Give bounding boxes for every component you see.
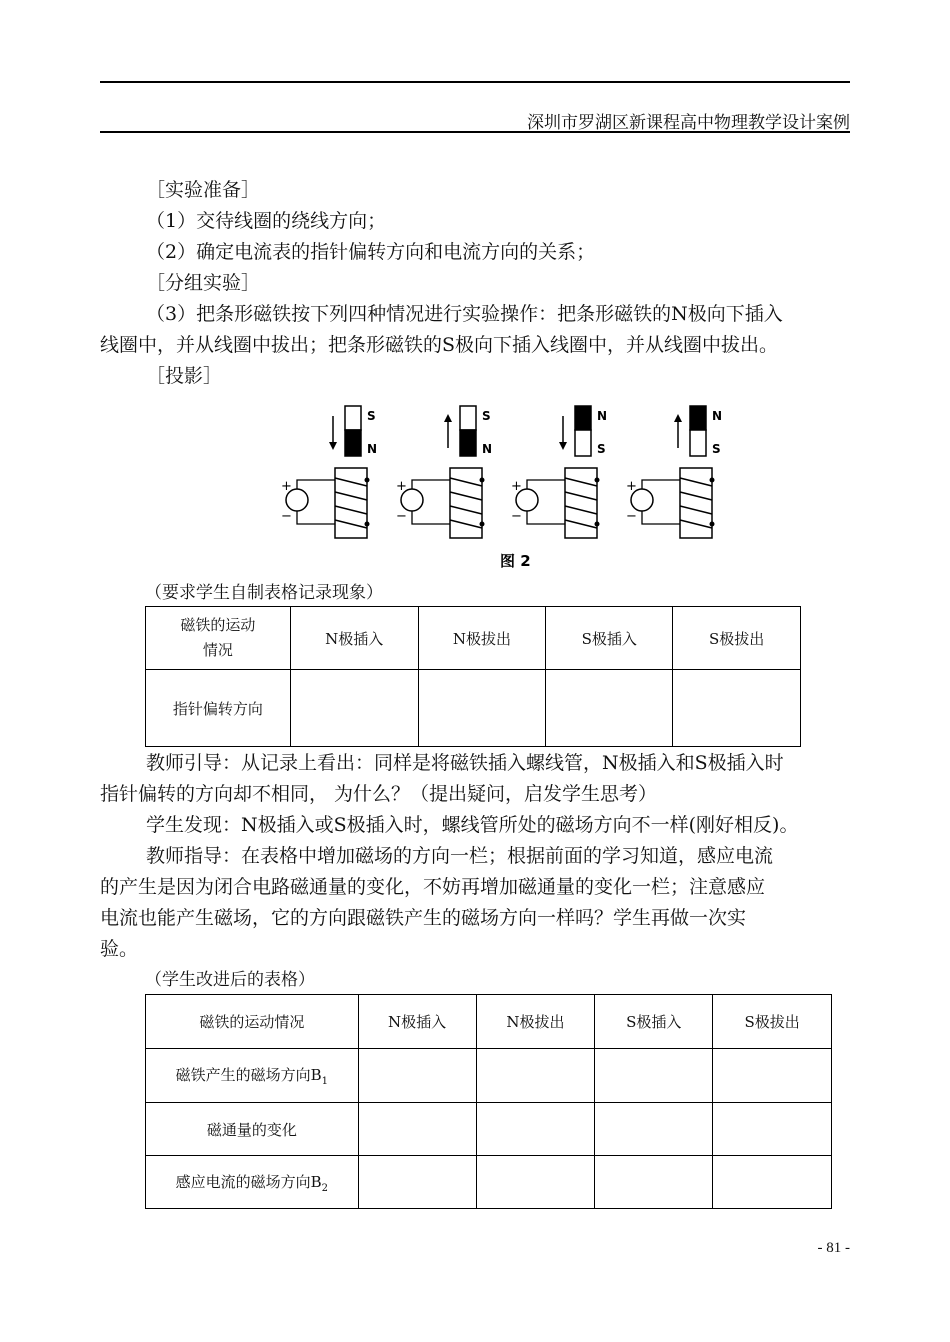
circuit-wire [642,480,680,489]
magnet-top-half [460,406,476,430]
paragraph-step-2: （2）确定电流表的指针偏转方向和电流方向的关系； [146,241,596,263]
table1-column-header: S极插入 [546,607,673,670]
table1-column-header: N极插入 [290,607,418,670]
table2-note: （学生改进后的表格） [145,970,315,990]
table2-column-header: S极插入 [595,995,713,1049]
table2-empty-cell [713,1049,832,1103]
table2-empty-cell [713,1156,832,1209]
page-number: - 81 - [817,1240,850,1256]
paragraph-group-heading: ［分组实验］ [146,272,261,294]
table2-column-header: S极拔出 [713,995,832,1049]
minus-sign: − [281,509,292,524]
intro-section [100,175,850,392]
table2-empty-cell [358,1103,476,1156]
terminal-dot [710,478,715,483]
observation-table [145,606,801,747]
terminal-dot [710,522,715,527]
circuit-wire [297,480,335,489]
header-top-rule [100,81,850,83]
table2-empty-cell [595,1103,713,1156]
magnet-pole-label: N [367,442,378,456]
magnet-top-half [345,406,361,430]
header-bottom-rule [100,131,850,133]
magnet-pole-label: S [482,409,491,423]
paragraph-step-1: （1）交待线圈的绕线方向； [146,210,387,232]
table1-note: （要求学生自制表格记录现象） [145,583,383,603]
terminal-dot [365,522,370,527]
minus-sign: − [511,509,522,524]
row-label-subscript: 1 [321,1076,329,1087]
paragraph-teacher-guide-line1: 教师引导：从记录上看出：同样是将磁铁插入螺线管，N极插入和S极插入时 [146,752,784,774]
terminal-dot [595,478,600,483]
improved-table [145,994,832,1209]
plus-sign: + [626,479,637,494]
magnet-pole-label: N [482,442,493,456]
table1-column-header: N极拔出 [418,607,546,670]
minus-sign: − [626,509,637,524]
terminal-dot [480,522,485,527]
circuit-wire [642,511,680,524]
magnet-bottom-half [575,430,591,456]
arrow-up-icon [444,414,452,422]
figure-caption: 图 2 [500,552,531,570]
minus-sign: − [396,509,407,524]
circuit-wire [412,511,450,524]
magnet-pole-label: N [712,409,723,423]
paragraph-teacher-instruction-line4: 验。 [100,938,139,960]
paragraph-teacher-instruction-line1: 教师指导：在表格中增加磁场的方向一栏；根据前面的学习知道，感应电流 [146,845,774,867]
experiment-figure [275,398,735,578]
table2-row-label [146,1156,359,1209]
table1-row-label: 指针偏转方向 [146,670,291,747]
paragraph-step-3-line1: （3）把条形磁铁按下列四种情况进行实验操作：把条形磁铁的N极向下插入 [146,303,783,325]
arrow-down-icon [559,442,567,450]
table2-empty-cell [358,1156,476,1209]
magnet-bottom-half [460,430,476,456]
row-label-text: 感应电流的磁场方向B [175,1172,322,1191]
magnet-top-half [690,406,706,430]
table1-empty-cell [290,670,418,747]
table1-header-cell [146,607,291,670]
magnet-pole-label: N [597,409,608,423]
magnet-bottom-half [690,430,706,456]
row-label-text: 磁通量的变化 [206,1120,297,1139]
paragraph-prep-heading: ［实验准备］ [146,179,261,201]
terminal-dot [480,478,485,483]
row-label-subscript: 2 [321,1182,329,1194]
header-title: 深圳市罗湖区新课程高中物理教学设计案例 [527,113,850,133]
arrow-up-icon [674,414,682,422]
table1-empty-cell [546,670,673,747]
terminal-dot [365,478,370,483]
table2-empty-cell [713,1103,832,1156]
paragraph-teacher-instruction-line3: 电流也能产生磁场，它的方向跟磁铁产生的磁场方向一样吗？学生再做一次实 [100,907,747,929]
circuit-wire [412,480,450,489]
paragraph-step-3-line2: 线圈中，并从线圈中拔出；把条形磁铁的S极向下插入线圈中，并从线圈中拔出。 [100,334,779,356]
paragraph-student-finding: 学生发现：N极插入或S极插入时，螺线管所处的磁场方向不一样(刚好相反)。 [146,814,799,836]
discussion-section [100,748,850,965]
plus-sign: + [511,479,522,494]
table2-row-label [146,1103,359,1156]
plus-sign: + [281,479,292,494]
table2-header-cell: 磁铁的运动情况 [146,995,359,1049]
table2-empty-cell [595,1049,713,1103]
circuit-wire [527,480,565,489]
table2-empty-cell [476,1156,595,1209]
table2-empty-cell [358,1049,476,1103]
plus-sign: + [396,479,407,494]
magnet-pole-label: S [597,442,606,456]
table1-column-header: S极拔出 [673,607,801,670]
magnet-top-half [575,406,591,430]
magnet-pole-label: S [712,442,721,456]
table2-empty-cell [476,1103,595,1156]
table2-row-label [146,1049,359,1103]
table2-column-header: N极插入 [358,995,476,1049]
circuit-wire [527,511,565,524]
magnet-pole-label: S [367,409,376,423]
table1-header-line1: 磁铁的运动 [180,616,256,634]
terminal-dot [595,522,600,527]
paragraph-teacher-guide-line2: 指针偏转的方向却不相同， 为什么？（提出疑问，启发学生思考） [100,783,658,805]
arrow-down-icon [329,442,337,450]
table2-empty-cell [595,1156,713,1209]
table2-empty-cell [476,1049,595,1103]
table1-header-line2: 情况 [202,641,233,659]
paragraph-projection-heading: ［投影］ [146,365,223,387]
table1-empty-cell [673,670,801,747]
magnet-bottom-half [345,430,361,456]
paragraph-teacher-instruction-line2: 的产生是因为闭合电路磁通量的变化，不妨再增加磁通量的变化一栏；注意感应 [100,876,766,898]
table1-empty-cell [418,670,546,747]
row-label-text: 磁铁产生的磁场方向B [175,1066,322,1084]
table2-column-header: N极拔出 [476,995,595,1049]
circuit-wire [297,511,335,524]
